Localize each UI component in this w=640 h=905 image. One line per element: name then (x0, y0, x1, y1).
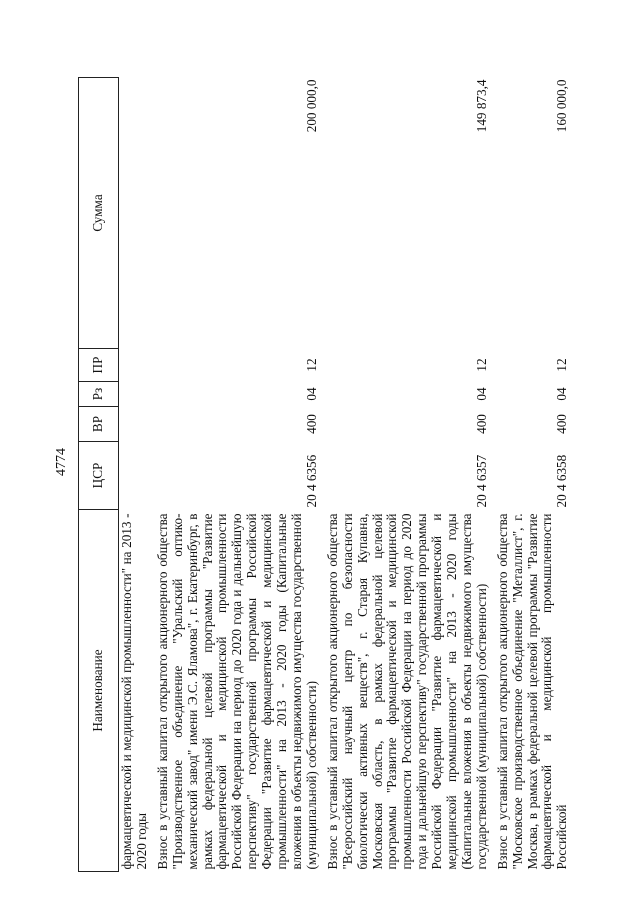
header-sum: Сумма (79, 78, 119, 349)
row-csr: 20 4 6358 (554, 454, 570, 508)
header-csr: ЦСР (79, 442, 119, 510)
row-name: Взнос в уставный капитал открытого акционерного общества "Производственное объединение "Уральский оптико-механический завод" имени Э.С. Яламова", г. Екатеринбург, в рамках федеральной целевой программы "Развитие фармацевтической и медицинской промышленности Российской Федерации на период до 2020 года и дальнейшую перспективу" государственной программы Российской Федерации "Развитие фармацевтической и медицинской промышленности" на 2013 - 2020 годы (Капитальные вложения в объекты недвижимого имущества государственной (муниципальной) собственности) (154, 513, 319, 870)
row-pr: 12 (473, 358, 489, 372)
row-pr: 12 (554, 358, 570, 372)
table-row (154, 78, 324, 872)
continuation-row (119, 78, 154, 872)
row-name: Взнос в уставный капитал открытого акционерного общества "Московское производственное объединение "Металлист", г. Москва, в рамках федеральной целевой программы "Развитие фармацевтической и медицинской промышленности Российской (494, 513, 570, 870)
row-vr: 400 (473, 414, 489, 434)
row-rz: 04 (473, 387, 489, 401)
row-sum: 149 873,4 (473, 79, 489, 133)
budget-table (78, 77, 574, 872)
table-header-row (79, 78, 119, 872)
table-row (324, 78, 494, 872)
header-name: Наименование (79, 510, 119, 872)
table-row (494, 78, 575, 872)
row-rz: 04 (303, 387, 319, 401)
row-rz: 04 (554, 387, 570, 401)
row-pr: 12 (303, 358, 319, 372)
continuation-text: фармацевтической и медицинской промышленности" на 2013 - 2020 годы (119, 513, 149, 870)
row-csr: 20 4 6356 (303, 454, 319, 508)
row-vr: 400 (554, 414, 570, 434)
document-page (48, 42, 608, 882)
row-sum: 200 000,0 (303, 79, 319, 133)
row-sum: 160 000,0 (554, 79, 570, 133)
header-vr: ВР (79, 407, 119, 442)
row-name: Взнос в уставный капитал открытого акционерного общества "Всероссийский научный центр по безопасности биологически активных веществ", г. Старая Купавна, Московская область, в рамках федеральной целевой программы "Развитие фармацевтической и медицинской промышленности Российской Федерации на период до 2020 года и дальнейшую перспективу" государственной программы Российской Федерации "Развитие фармацевтической и медицинской промышленности" на 2013 - 2020 годы (Капитальные вложения в объекты недвижимого имущества государственной (муниципальной) собственности) (324, 513, 489, 870)
header-pr: ПР (79, 349, 119, 382)
row-vr: 400 (303, 414, 319, 434)
header-rz: Рз (79, 382, 119, 407)
page-number: 4774 (54, 448, 69, 476)
row-csr: 20 4 6357 (473, 454, 489, 508)
